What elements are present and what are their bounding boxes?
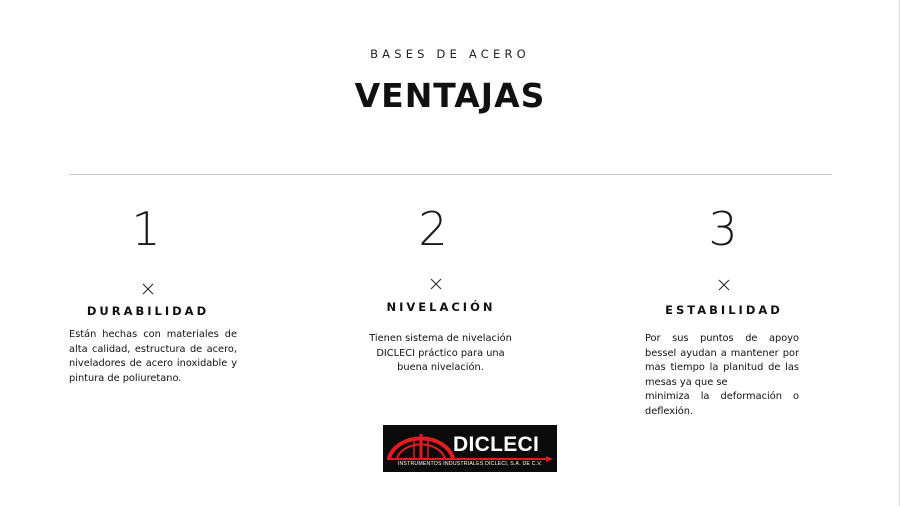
- item-2-number: 2: [418, 202, 448, 256]
- page-title: VENTAJAS: [354, 76, 546, 115]
- item-1-text: Están hechas con materiales de alta calidad, estructura de acero, niveladores de acero inoxidable y pintura de poliuretano.: [69, 329, 237, 384]
- close-x-icon: [430, 278, 442, 290]
- item-3-heading: ESTABILIDAD: [665, 303, 783, 317]
- header-divider: [69, 174, 832, 175]
- item-2-text: Tienen sistema de nivelación DICLECI práctico para una buena nivelación.: [369, 333, 512, 373]
- item-3-text-line-1: Por sus puntos de apoyo bessel ayudan a mantener por mas tiempo la planitud de las mesas ya que se: [645, 333, 799, 388]
- dicleci-logo: [383, 425, 557, 472]
- logo-subtitle: INSTRUMENTOS INDUSTRIALES DICLECI, S.A. DE C.V.: [397, 461, 543, 467]
- item-2-heading: NIVELACIÓN: [386, 300, 496, 314]
- close-x-icon: [718, 279, 730, 291]
- item-1-heading: DURABILIDAD: [86, 304, 210, 318]
- item-3-text-line-2: minimiza la deformación o deflexión.: [645, 391, 799, 417]
- item-3-text: [645, 332, 799, 419]
- logo-name: DICLECI: [453, 433, 540, 456]
- item-1-number: 1: [131, 202, 161, 256]
- section-kicker: BASES DE ACERO: [370, 47, 530, 61]
- close-x-icon: [142, 283, 154, 295]
- item-3-number: 3: [708, 202, 738, 256]
